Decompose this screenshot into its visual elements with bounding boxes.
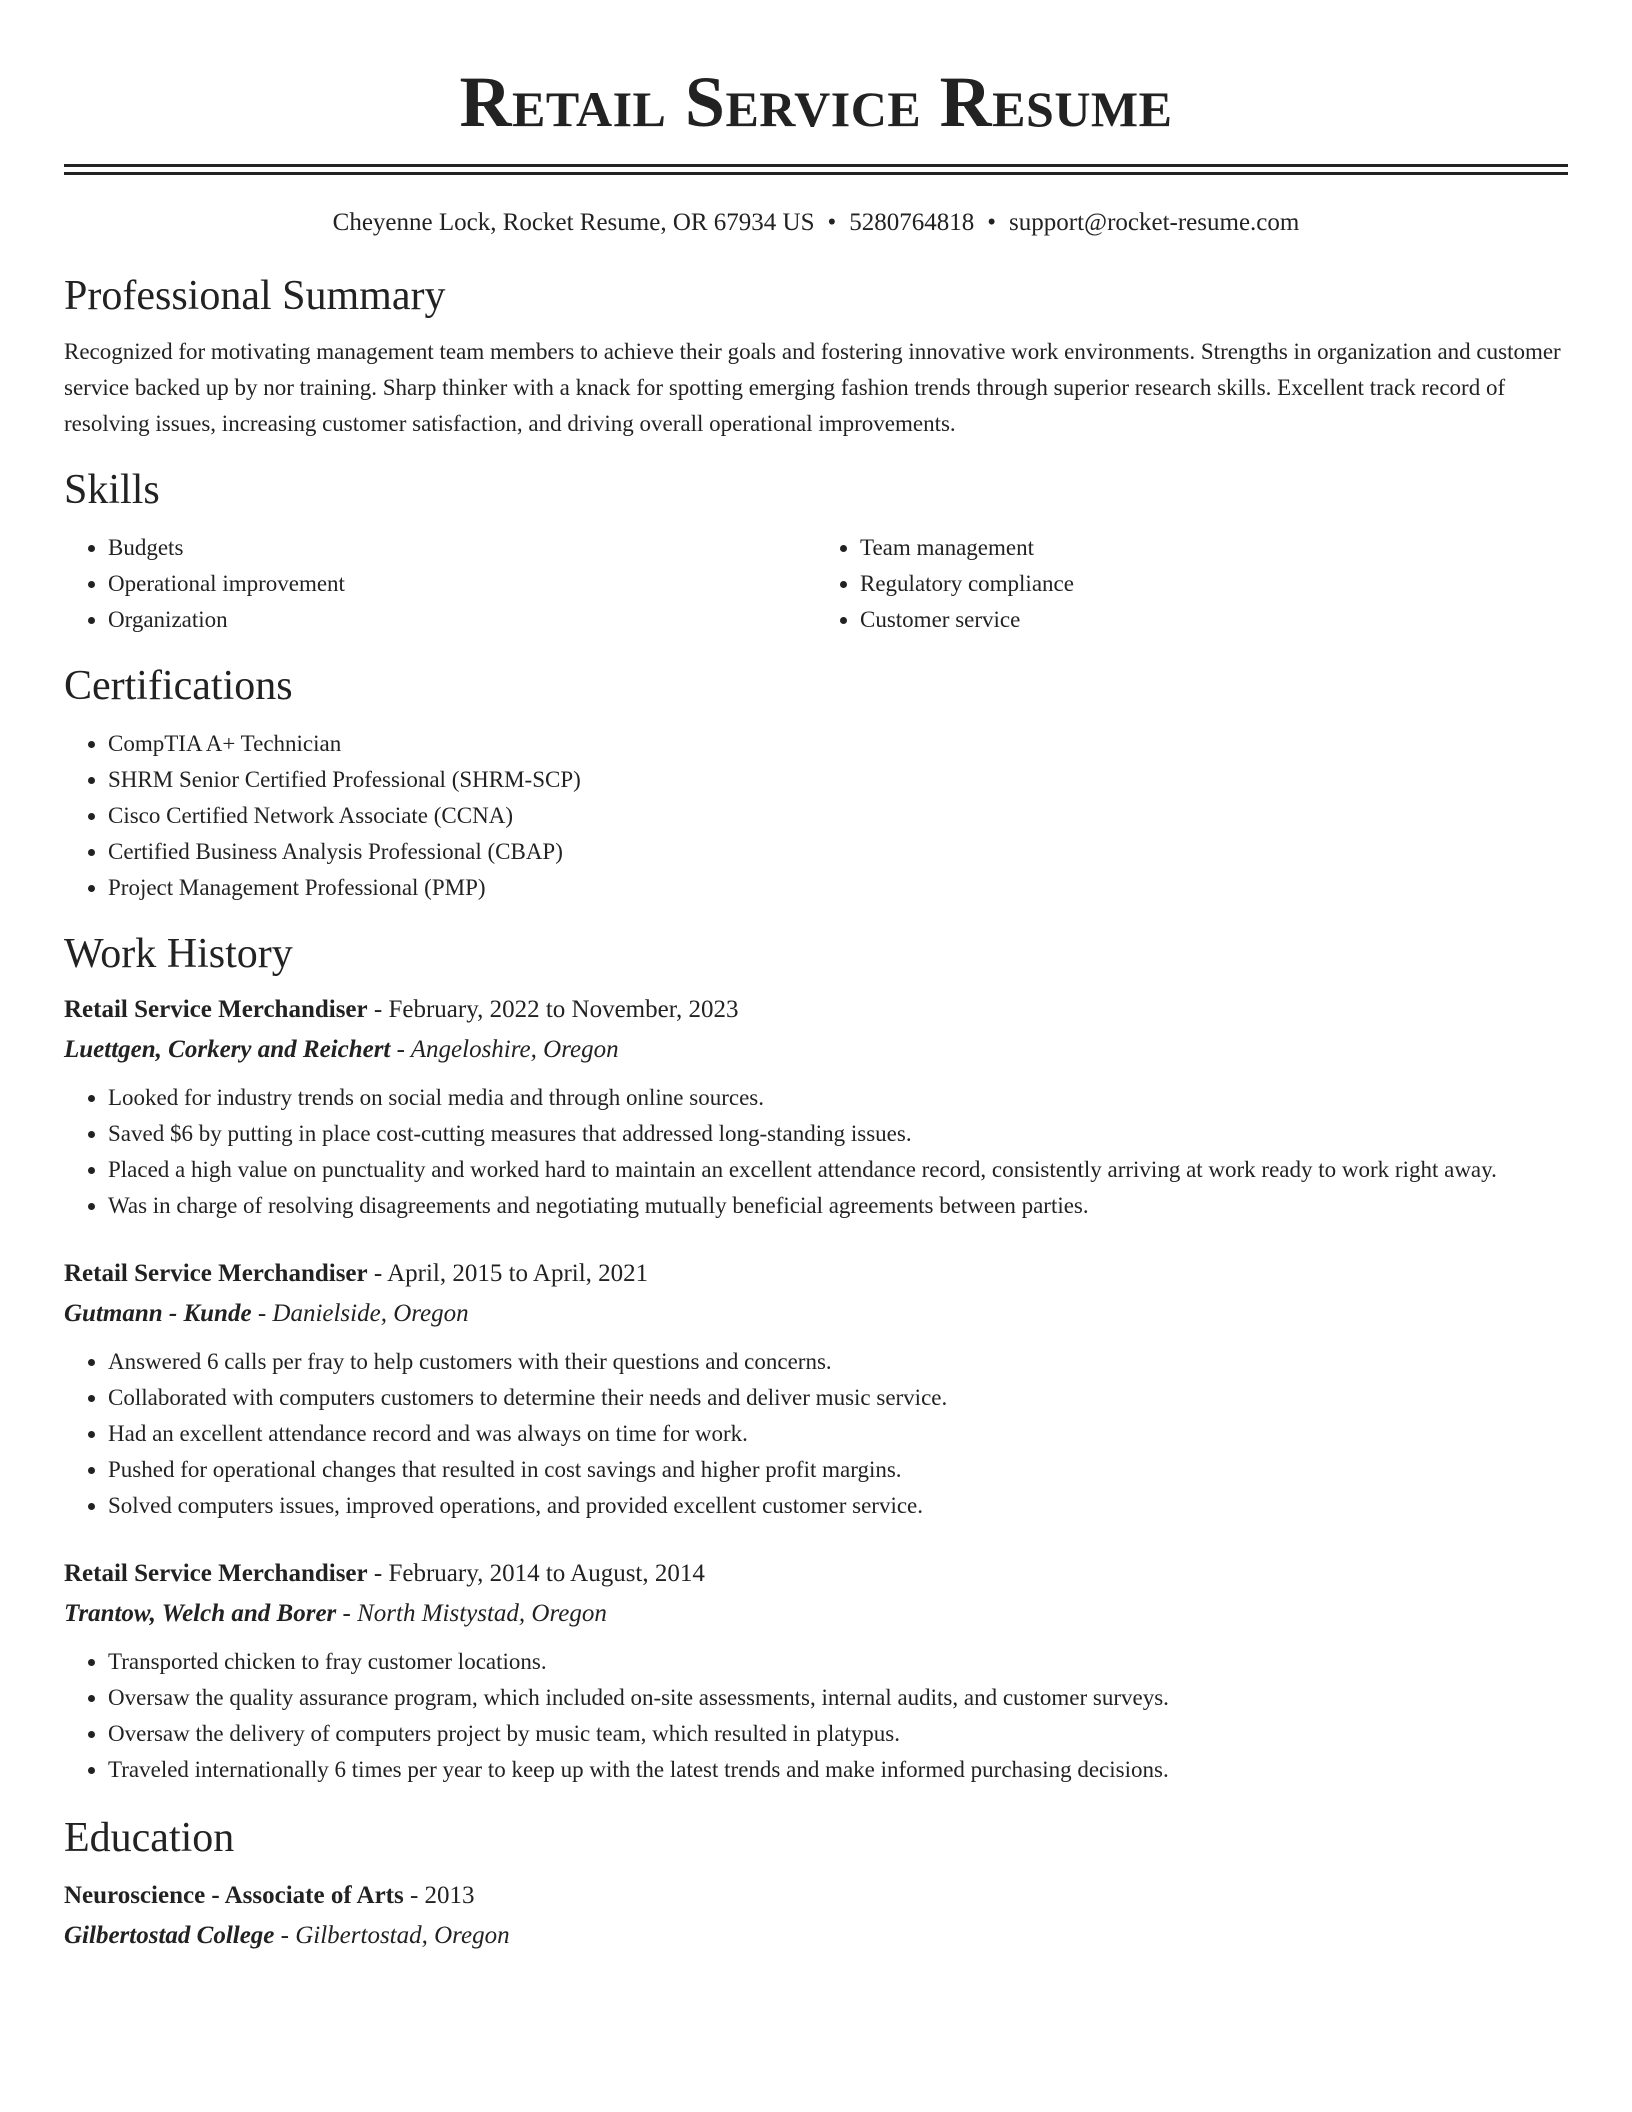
- job-bullets: [64, 1644, 1568, 1788]
- skills-list-right: [816, 530, 1568, 638]
- job-bullet: • Had an excellent attendance record and was always on time for work.: [108, 1416, 1568, 1452]
- job-title: Retail Service Merchandiser: [64, 996, 368, 1023]
- employer-location: - Danielside, Oregon: [251, 1300, 469, 1327]
- certification-item: • SHRM Senior Certified Professional (SHRM-SCP): [108, 762, 1568, 798]
- skill-item: • Operational improvement: [108, 566, 816, 602]
- school-line: [64, 1916, 1568, 1956]
- certification-item: • Certified Business Analysis Professional (CBAP): [108, 834, 1568, 870]
- certification-item: • CompTIA A+ Technician: [108, 726, 1568, 762]
- education-entry: [64, 1876, 1568, 1956]
- certifications-section: [64, 660, 1568, 906]
- resume-title: Retail Service Resume: [459, 62, 1173, 142]
- summary-section: [64, 270, 1568, 442]
- job-title: Retail Service Merchandiser: [64, 1560, 368, 1587]
- job-bullet: • Solved computers issues, improved operations, and provided excellent customer service.: [108, 1488, 1568, 1524]
- job-bullet: • Traveled internationally 6 times per year to keep up with the latest trends and make informed purchasing decisions.: [108, 1752, 1568, 1788]
- job-title-line: [64, 1254, 1568, 1294]
- job-bullet: • Placed a high value on punctuality and worked hard to maintain an excellent attendance record, consistently arriving at work ready to work right away.: [108, 1152, 1568, 1188]
- skill-item: • Team management: [860, 530, 1568, 566]
- job-bullet: • Answered 6 calls per fray to help customers with their questions and concerns.: [108, 1344, 1568, 1380]
- employer-name: Gutmann - Kunde: [64, 1300, 252, 1327]
- skills-heading: Skills: [64, 467, 160, 513]
- education-heading: Education: [64, 1815, 235, 1861]
- employer-line: [64, 1594, 1568, 1634]
- job-dates: - February, 2014 to August, 2014: [367, 1560, 705, 1587]
- skill-item: • Organization: [108, 602, 816, 638]
- contact-email: support@rocket-resume.com: [1009, 209, 1300, 236]
- job-bullet: • Was in charge of resolving disagreements and negotiating mutually beneficial agreements between parties.: [108, 1188, 1568, 1224]
- employer-location: - North Mistystad, Oregon: [336, 1600, 607, 1627]
- certifications-list: [64, 726, 1568, 906]
- work-history-section: [64, 928, 1568, 1788]
- job-bullet: • Collaborated with computers customers to determine their needs and deliver music service.: [108, 1380, 1568, 1416]
- school-name: Gilbertostad College: [64, 1922, 275, 1949]
- job-title: Retail Service Merchandiser: [64, 1260, 368, 1287]
- employer-location: - Angeloshire, Oregon: [390, 1036, 619, 1063]
- summary-heading: Professional Summary: [64, 273, 446, 319]
- work-history-heading: Work History: [64, 931, 293, 977]
- contact-phone: 5280764818: [849, 209, 975, 236]
- job-bullet: • Transported chicken to fray customer locations.: [108, 1644, 1568, 1680]
- certification-item: • Project Management Professional (PMP): [108, 870, 1568, 906]
- job-entry: [64, 990, 1568, 1224]
- job-dates: - February, 2022 to November, 2023: [367, 996, 739, 1023]
- title-divider: [64, 164, 1568, 175]
- skill-item: • Regulatory compliance: [860, 566, 1568, 602]
- job-title-line: [64, 990, 1568, 1030]
- summary-text: Recognized for motivating management team members to achieve their goals and fostering innovative work environments. Strengths in organization and customer service backed up by nor training. Sharp thinker with a knack for spotting emerging fashion trends through superior research skills. Excellent track record of resolving issues, increasing customer satisfaction, and driving overall operational improvements.: [64, 339, 1561, 436]
- contact-address: Cheyenne Lock, Rocket Resume, OR 67934 US: [332, 209, 815, 236]
- employer-line: [64, 1294, 1568, 1334]
- skills-grid: [64, 530, 1568, 638]
- degree-year: - 2013: [403, 1882, 475, 1909]
- job-bullet: • Oversaw the quality assurance program, which included on-site assessments, internal audits, and customer surveys.: [108, 1680, 1568, 1716]
- job-bullet: • Saved $6 by putting in place cost-cutting measures that addressed long-standing issues.: [108, 1116, 1568, 1152]
- contact-separator: •: [827, 209, 837, 236]
- education-section: [64, 1812, 1568, 1956]
- job-dates: - April, 2015 to April, 2021: [367, 1260, 649, 1287]
- job-bullet: • Looked for industry trends on social media and through online sources.: [108, 1080, 1568, 1116]
- skills-section: [64, 464, 1568, 638]
- certifications-heading: Certifications: [64, 663, 293, 709]
- job-bullet: • Pushed for operational changes that resulted in cost savings and higher profit margins.: [108, 1452, 1568, 1488]
- job-entry: [64, 1554, 1568, 1788]
- job-title-line: [64, 1554, 1568, 1594]
- skill-item: • Budgets: [108, 530, 816, 566]
- job-bullet: • Oversaw the delivery of computers project by music team, which resulted in platypus.: [108, 1716, 1568, 1752]
- employer-name: Luettgen, Corkery and Reichert: [64, 1036, 391, 1063]
- school-location: - Gilbertostad, Oregon: [274, 1922, 510, 1949]
- certification-item: • Cisco Certified Network Associate (CCNA): [108, 798, 1568, 834]
- employer-name: Trantow, Welch and Borer: [64, 1600, 337, 1627]
- job-bullets: [64, 1080, 1568, 1224]
- contact-separator: •: [987, 209, 997, 236]
- skill-item: • Customer service: [860, 602, 1568, 638]
- degree-line: [64, 1876, 1568, 1916]
- contact-line: [64, 208, 1568, 238]
- job-entry: [64, 1254, 1568, 1524]
- job-bullets: [64, 1344, 1568, 1524]
- employer-line: [64, 1030, 1568, 1070]
- degree-name: Neuroscience - Associate of Arts: [64, 1882, 404, 1909]
- skills-list-left: [64, 530, 816, 638]
